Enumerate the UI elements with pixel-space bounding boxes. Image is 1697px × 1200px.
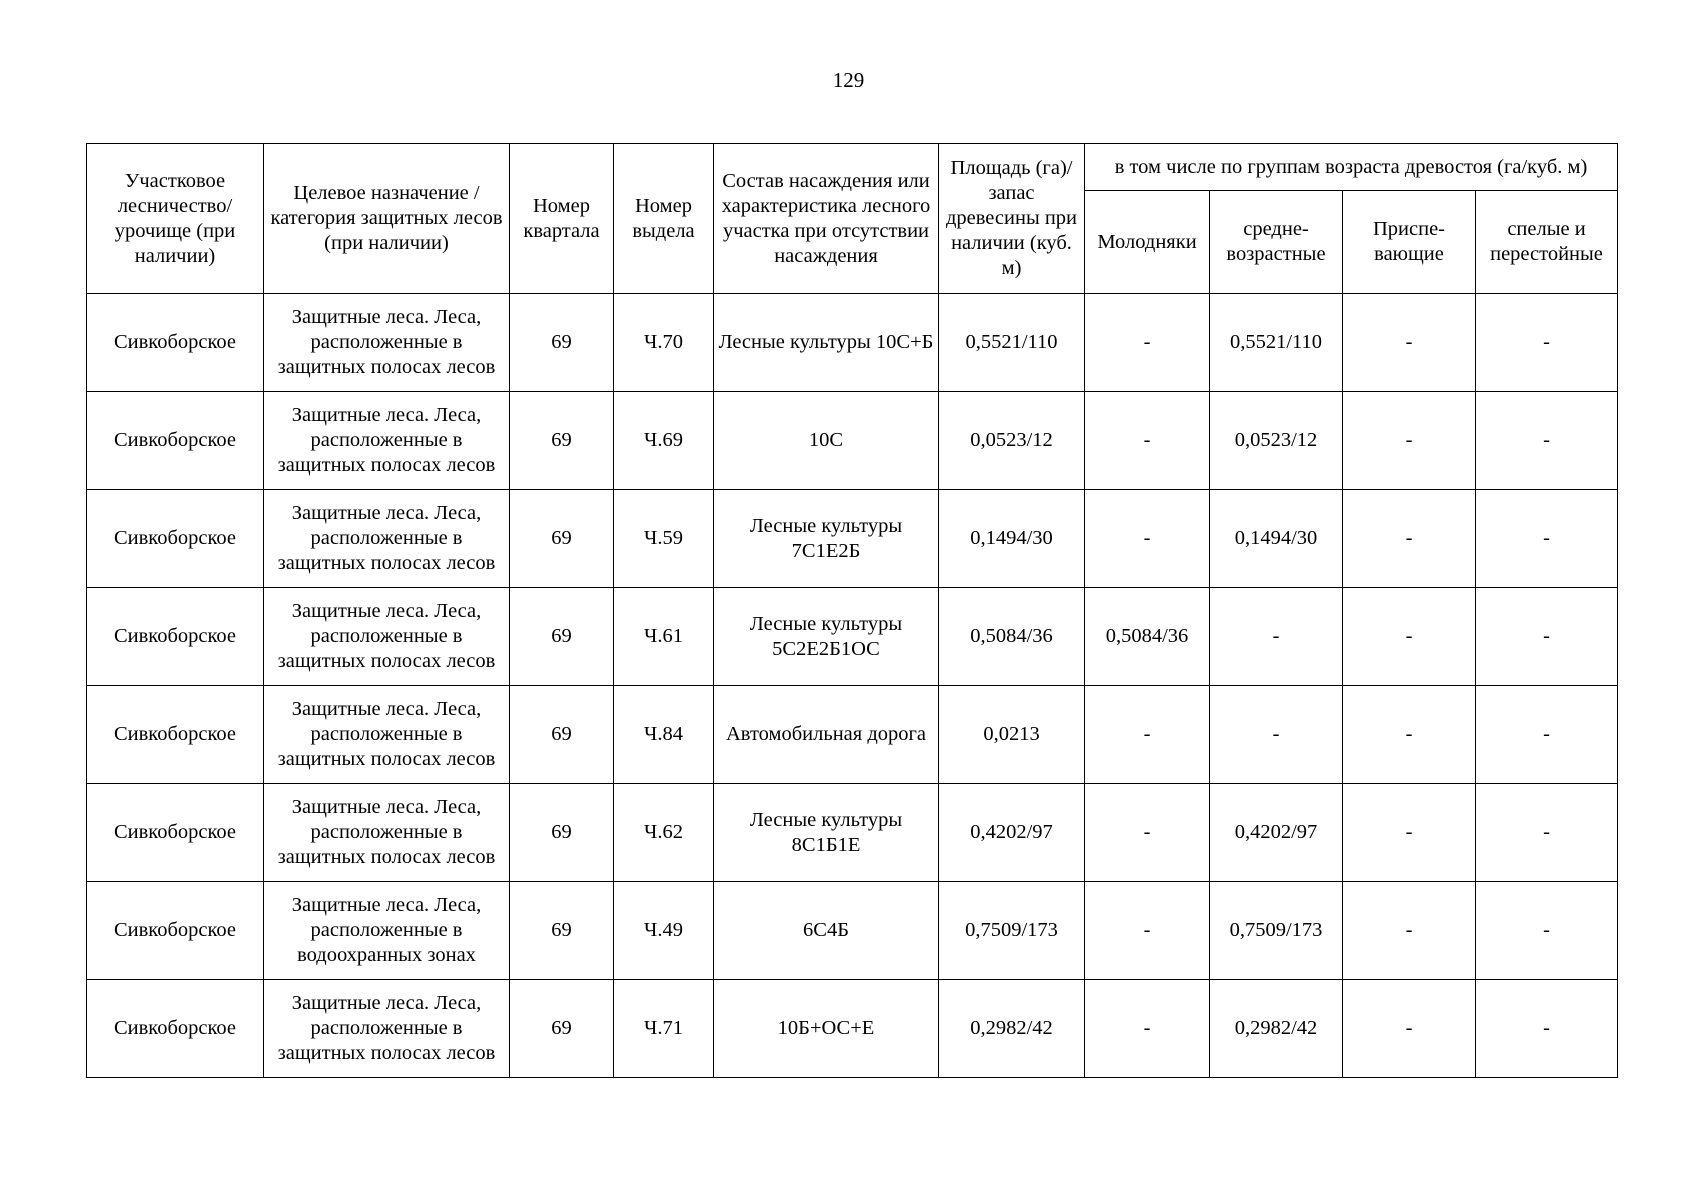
cell-forestry: Сивкоборское	[87, 784, 264, 882]
cell-purpose: Защитные леса. Леса, расположенные в защитных полосах лесов	[264, 392, 510, 490]
header-age-groups: в том числе по группам возраста древостоя (га/куб. м)	[1085, 144, 1618, 191]
cell-quarter: 69	[510, 980, 614, 1078]
header-middle: средне-возрастные	[1210, 191, 1343, 294]
table-row	[87, 490, 1618, 588]
cell-mature: -	[1476, 686, 1618, 784]
cell-quarter: 69	[510, 784, 614, 882]
cell-quarter: 69	[510, 490, 614, 588]
header-maturing: Приспе-вающие	[1343, 191, 1476, 294]
cell-forestry: Сивкоборское	[87, 392, 264, 490]
cell-allotment: Ч.70	[614, 294, 714, 392]
cell-mature: -	[1476, 882, 1618, 980]
cell-composition: 10Б+ОС+Е	[714, 980, 939, 1078]
cell-forestry: Сивкоборское	[87, 882, 264, 980]
cell-maturing: -	[1343, 392, 1476, 490]
header-forestry: Участковое лесничество/ урочище (при наличии)	[87, 144, 264, 294]
forest-allotment-table	[86, 143, 1618, 1078]
header-area: Площадь (га)/ запас древесины при наличии (куб. м)	[939, 144, 1085, 294]
cell-forestry: Сивкоборское	[87, 294, 264, 392]
cell-maturing: -	[1343, 490, 1476, 588]
cell-forestry: Сивкоборское	[87, 686, 264, 784]
cell-young: -	[1085, 784, 1210, 882]
table-row	[87, 392, 1618, 490]
cell-allotment: Ч.84	[614, 686, 714, 784]
cell-middle: 0,5521/110	[1210, 294, 1343, 392]
cell-middle: 0,2982/42	[1210, 980, 1343, 1078]
cell-purpose: Защитные леса. Леса, расположенные в защитных полосах лесов	[264, 490, 510, 588]
cell-mature: -	[1476, 392, 1618, 490]
cell-area: 0,1494/30	[939, 490, 1085, 588]
cell-young: -	[1085, 490, 1210, 588]
cell-composition: Лесные культуры 10С+Б	[714, 294, 939, 392]
header-quarter: Номер квартала	[510, 144, 614, 294]
cell-mature: -	[1476, 588, 1618, 686]
cell-composition: Лесные культуры 7С1Е2Б	[714, 490, 939, 588]
cell-maturing: -	[1343, 294, 1476, 392]
cell-area: 0,5521/110	[939, 294, 1085, 392]
cell-quarter: 69	[510, 294, 614, 392]
cell-purpose: Защитные леса. Леса, расположенные в защитных полосах лесов	[264, 294, 510, 392]
cell-purpose: Защитные леса. Леса, расположенные в защитных полосах лесов	[264, 686, 510, 784]
page-number: 129	[832, 68, 865, 92]
cell-allotment: Ч.61	[614, 588, 714, 686]
cell-young: -	[1085, 980, 1210, 1078]
table-row	[87, 784, 1618, 882]
cell-area: 0,0213	[939, 686, 1085, 784]
cell-quarter: 69	[510, 686, 614, 784]
cell-young: -	[1085, 294, 1210, 392]
cell-mature: -	[1476, 294, 1618, 392]
cell-mature: -	[1476, 784, 1618, 882]
table-row	[87, 588, 1618, 686]
cell-allotment: Ч.71	[614, 980, 714, 1078]
cell-composition: 10С	[714, 392, 939, 490]
cell-maturing: -	[1343, 588, 1476, 686]
cell-composition: Лесные культуры 8С1Б1Е	[714, 784, 939, 882]
header-composition: Состав насаждения или характеристика лесного участка при отсутствии насаждения	[714, 144, 939, 294]
cell-purpose: Защитные леса. Леса, расположенные в защитных полосах лесов	[264, 588, 510, 686]
header-allotment: Номер выдела	[614, 144, 714, 294]
cell-allotment: Ч.69	[614, 392, 714, 490]
cell-composition: 6С4Б	[714, 882, 939, 980]
table-row	[87, 294, 1618, 392]
cell-allotment: Ч.62	[614, 784, 714, 882]
cell-middle: -	[1210, 686, 1343, 784]
cell-middle: 0,7509/173	[1210, 882, 1343, 980]
cell-young: 0,5084/36	[1085, 588, 1210, 686]
cell-maturing: -	[1343, 980, 1476, 1078]
cell-area: 0,7509/173	[939, 882, 1085, 980]
cell-allotment: Ч.49	[614, 882, 714, 980]
cell-quarter: 69	[510, 588, 614, 686]
header-young: Молодняки	[1085, 191, 1210, 294]
cell-middle: 0,1494/30	[1210, 490, 1343, 588]
cell-young: -	[1085, 882, 1210, 980]
cell-composition: Автомобильная дорога	[714, 686, 939, 784]
cell-mature: -	[1476, 980, 1618, 1078]
cell-middle: -	[1210, 588, 1343, 686]
cell-quarter: 69	[510, 882, 614, 980]
header-mature: спелые и перестойные	[1476, 191, 1618, 294]
cell-mature: -	[1476, 490, 1618, 588]
cell-forestry: Сивкоборское	[87, 588, 264, 686]
cell-purpose: Защитные леса. Леса, расположенные в водоохранных зонах	[264, 882, 510, 980]
cell-maturing: -	[1343, 882, 1476, 980]
cell-composition: Лесные культуры 5С2Е2Б1ОС	[714, 588, 939, 686]
cell-area: 0,4202/97	[939, 784, 1085, 882]
cell-area: 0,5084/36	[939, 588, 1085, 686]
cell-purpose: Защитные леса. Леса, расположенные в защитных полосах лесов	[264, 784, 510, 882]
cell-area: 0,0523/12	[939, 392, 1085, 490]
cell-young: -	[1085, 392, 1210, 490]
cell-area: 0,2982/42	[939, 980, 1085, 1078]
cell-maturing: -	[1343, 784, 1476, 882]
cell-allotment: Ч.59	[614, 490, 714, 588]
table-row	[87, 882, 1618, 980]
cell-middle: 0,0523/12	[1210, 392, 1343, 490]
cell-maturing: -	[1343, 686, 1476, 784]
cell-forestry: Сивкоборское	[87, 490, 264, 588]
table-row	[87, 686, 1618, 784]
table-row	[87, 980, 1618, 1078]
cell-middle: 0,4202/97	[1210, 784, 1343, 882]
table-header-row	[87, 144, 1618, 191]
cell-forestry: Сивкоборское	[87, 980, 264, 1078]
cell-quarter: 69	[510, 392, 614, 490]
cell-young: -	[1085, 686, 1210, 784]
header-purpose: Целевое назначение / категория защитных лесов (при наличии)	[264, 144, 510, 294]
cell-purpose: Защитные леса. Леса, расположенные в защитных полосах лесов	[264, 980, 510, 1078]
